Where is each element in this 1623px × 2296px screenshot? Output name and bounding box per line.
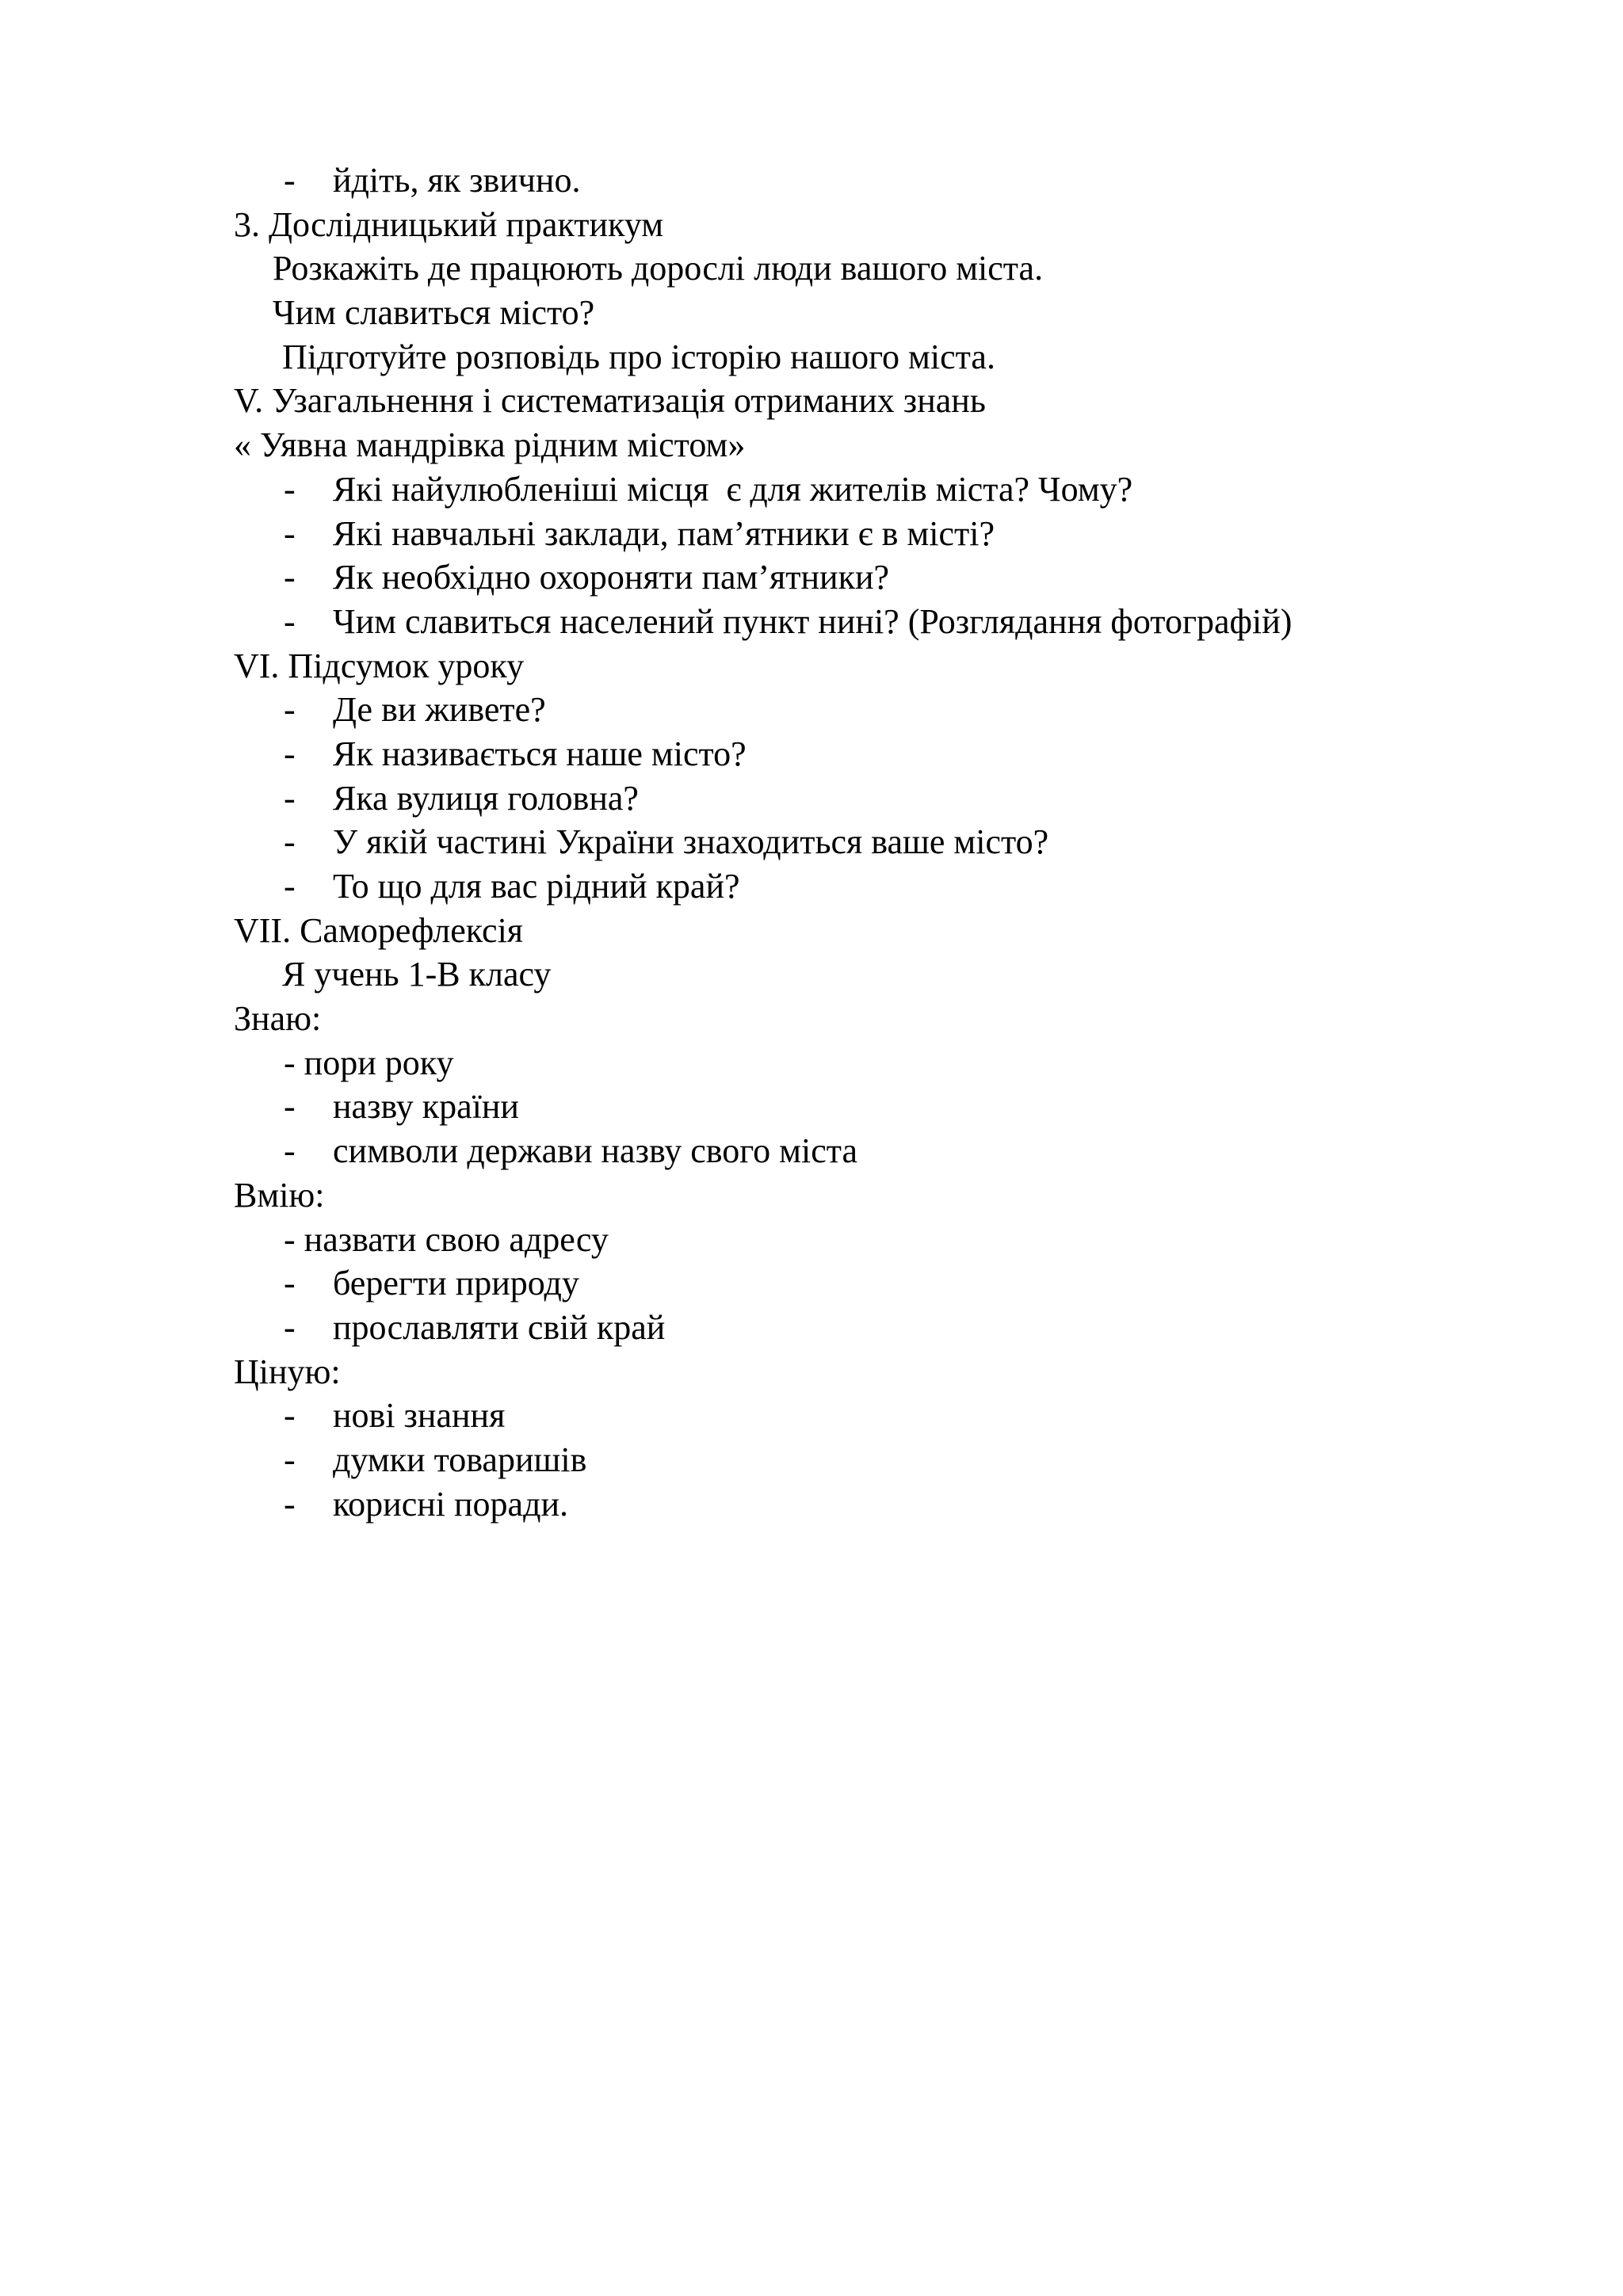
- list-item: [0, 555, 1623, 600]
- list-item-text: берегти природу: [333, 1264, 579, 1303]
- bullet-dash: -: [284, 601, 296, 641]
- list-item-text: Де ви живете?: [333, 690, 546, 730]
- list-item: [0, 1129, 1623, 1173]
- list-item-text: Які найулюбленіші місця є для жителів міста? Чому?: [333, 469, 1133, 509]
- bullet-dash: -: [284, 469, 296, 509]
- bullet-dash: -: [284, 558, 296, 597]
- paragraph-line: Розкажіть де працюють дорослі люди вашого міста.: [273, 249, 1044, 288]
- list-item: [0, 1438, 1623, 1482]
- list-item-text: То що для вас рідний край?: [333, 867, 740, 906]
- list-item: [0, 688, 1623, 732]
- list-item: [0, 1261, 1623, 1306]
- bullet-dash: -: [284, 513, 296, 553]
- bullet-dash: -: [284, 1396, 296, 1436]
- bullet-dash: -: [284, 1087, 296, 1127]
- list-item-text: Яка вулиця головна?: [333, 778, 639, 818]
- list-item: [0, 512, 1623, 556]
- list-item: [0, 158, 1623, 203]
- list-item: [0, 820, 1623, 864]
- list-item: [0, 467, 1623, 512]
- list-item: [0, 776, 1623, 821]
- list-item: [0, 732, 1623, 776]
- paragraph-line: Чим славиться місто?: [273, 293, 595, 333]
- paragraph-line: Я учень 1-В класу: [282, 955, 552, 994]
- bullet-dash: -: [284, 822, 296, 862]
- list-item-text: назву країни: [333, 1087, 519, 1127]
- list-item-text: Які навчальні заклади, пам’ятники є в місті?: [333, 513, 995, 553]
- bullet-dash: -: [284, 1131, 296, 1171]
- bullet-dash: -: [284, 161, 296, 200]
- list-item-text: Як необхідно охороняти пам’ятники?: [333, 558, 890, 597]
- list-item: [0, 864, 1623, 909]
- list-item: [0, 1218, 1623, 1262]
- subheading-value: Ціную:: [234, 1352, 341, 1391]
- subheading-know: Знаю:: [234, 999, 322, 1039]
- section-heading: 3. Дослідницький практикум: [234, 204, 664, 244]
- bullet-dash: -: [284, 690, 296, 730]
- section-heading: VII. Саморефлексія: [234, 910, 524, 950]
- list-item-text: прославляти свій край: [333, 1307, 666, 1347]
- subheading-can: Вмію:: [234, 1175, 325, 1215]
- list-item: [0, 1394, 1623, 1438]
- section-heading: VI. Підсумок уроку: [234, 646, 525, 685]
- bullet-dash: -: [284, 1264, 296, 1303]
- bullet-dash: -: [284, 867, 296, 906]
- bullet-dash: -: [284, 778, 296, 818]
- list-item-text: - назвати свою адресу: [284, 1219, 609, 1259]
- list-item-text: думки товаришів: [333, 1440, 587, 1479]
- list-item: [0, 1041, 1623, 1085]
- paragraph-line: Підготуйте розповідь про історію нашого міста.: [282, 337, 995, 376]
- list-item-text: Як називається наше місто?: [333, 734, 747, 773]
- bullet-dash: -: [284, 1307, 296, 1347]
- activity-title: « Уявна мандрівка рідним містом»: [234, 425, 746, 465]
- list-item-text: йдіть, як звично.: [333, 161, 581, 200]
- bullet-dash: -: [284, 1440, 296, 1479]
- list-item: [0, 1306, 1623, 1350]
- section-heading: V. Узагальнення і систематизація отриманих знань: [234, 381, 986, 421]
- list-item-text: символи держави назву свого міста: [333, 1131, 858, 1171]
- list-item-text: У якій частині України знаходиться ваше місто?: [333, 822, 1049, 862]
- list-item: [0, 1085, 1623, 1129]
- bullet-dash: -: [284, 734, 296, 773]
- list-item: [0, 1482, 1623, 1527]
- list-item-text: Чим славиться населений пункт нині? (Розглядання фотографій): [333, 601, 1293, 641]
- document-body: [0, 158, 1623, 1526]
- list-item-text: нові знання: [333, 1396, 506, 1436]
- list-item-text: корисні поради.: [333, 1484, 568, 1524]
- bullet-dash: -: [284, 1484, 296, 1524]
- list-item: [0, 600, 1623, 644]
- list-item-text: - пори року: [284, 1043, 454, 1082]
